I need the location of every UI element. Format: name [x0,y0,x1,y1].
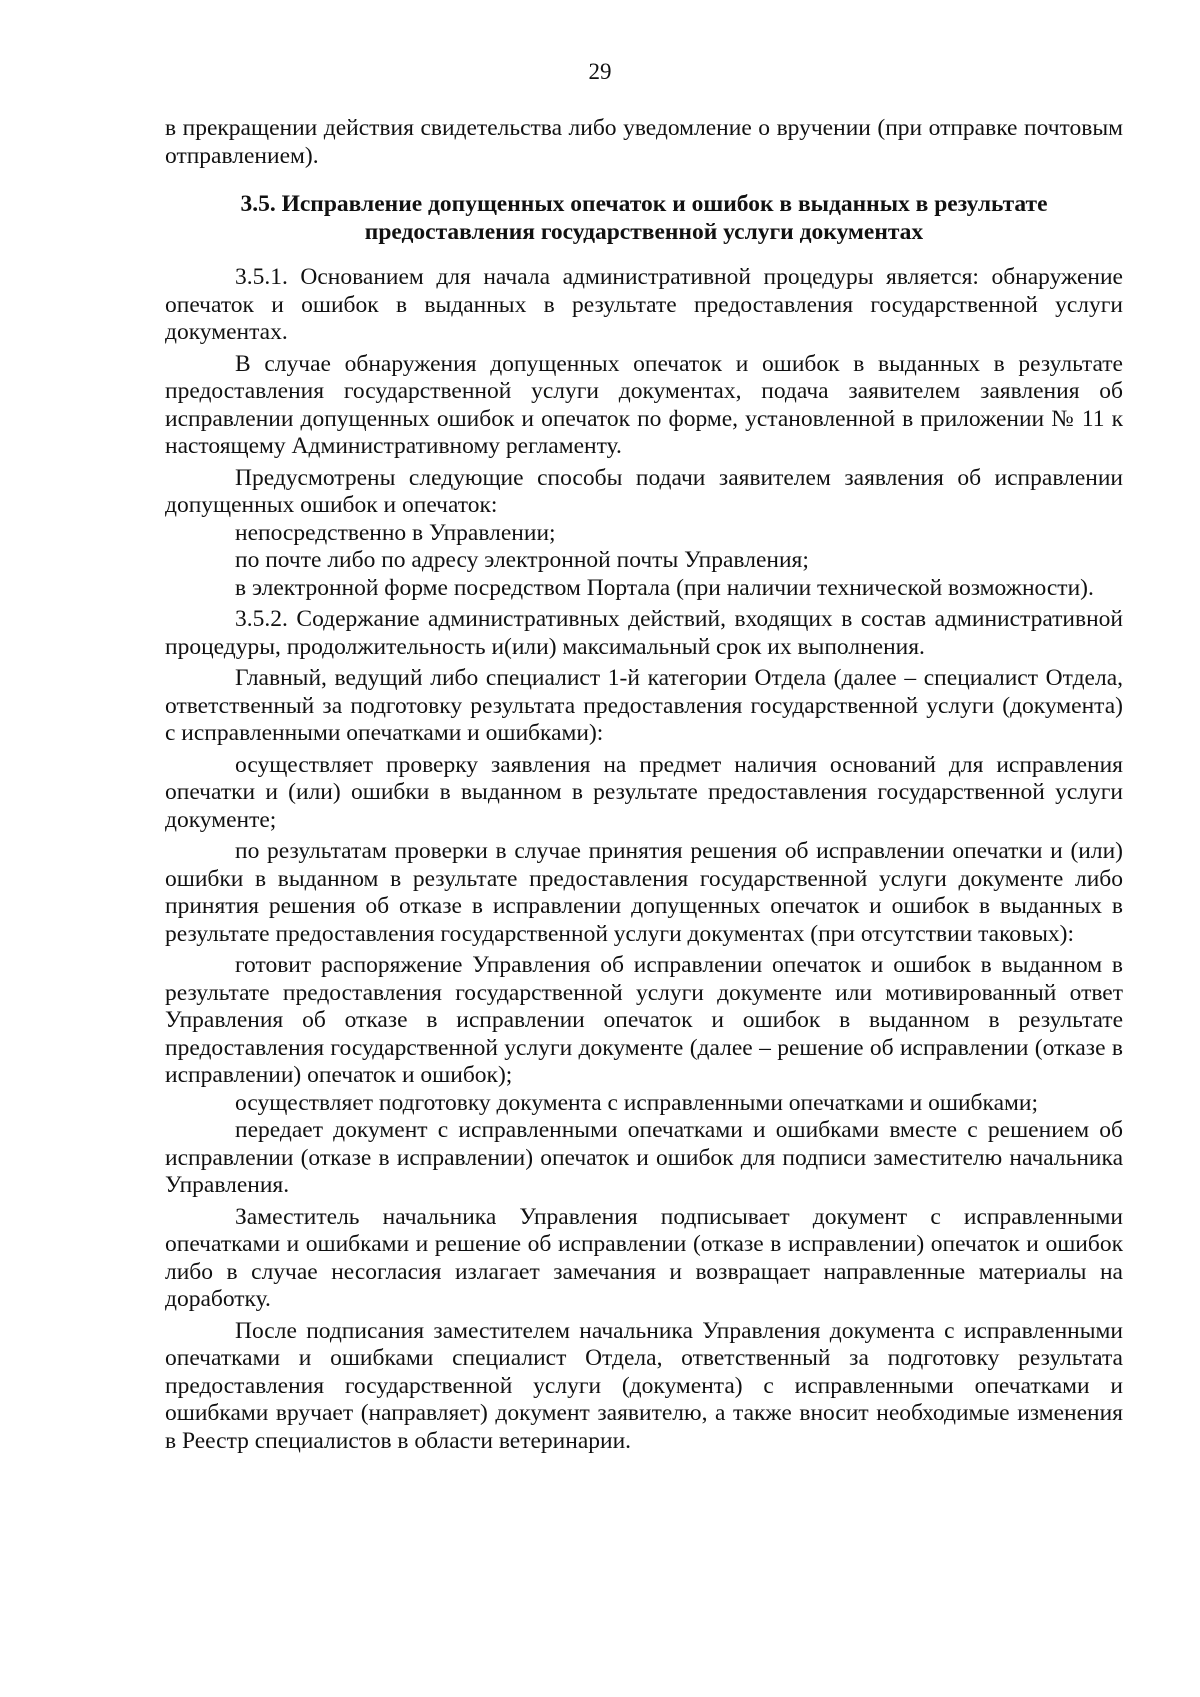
section-heading: 3.5. Исправление допущенных опечаток и ошибок в выданных в результате предоставления государственной услуги документах [240,191,1048,245]
paragraph-responsible-specialist: Главный, ведущий либо специалист 1-й категории Отдела (далее – специалист Отдела, ответственный за подготовку результата предоставления государственной услуги (документа) с исправленными опечатками и ошибками): [165,665,1123,746]
list-item-by-mail: по почте либо по адресу электронной почты Управления; [235,547,809,573]
paragraph-transfer: передает документ с исправленными опечатками и ошибками вместе с решением об исправлении (отказе в исправлении) опечаток и ошибок для подписи заместителю начальника Управления. [165,1117,1123,1198]
paragraph-submission-methods: Предусмотрены следующие способы подачи заявителем заявления об исправлении допущенных ошибок и опечаток: [165,464,1123,518]
document-body [165,115,1123,1455]
list-item-electronic: в электронной форме посредством Портала (при наличии технической возможности). [235,574,1094,601]
intro-paragraph: в прекращении действия свидетельства либо уведомление о вручении (при отправке почтовым отправлением). [165,115,1123,169]
paragraph-order-preparation: готовит распоряжение Управления об исправлении опечаток и ошибок в выданном в результате предоставления государственной услуги документе или мотивированный ответ Управления об отказе в исправлении опечаток и ошибок в выданном в результате предоставления государственной услуги документе (далее – решение об исправлении (отказе в исправлении) опечаток и ошибок); [165,952,1123,1088]
paragraph-verification: осуществляет проверку заявления на предмет наличия оснований для исправления опечатки и (или) ошибки в выданном в результате предоставления государственной услуги документе; [165,751,1123,833]
paragraph-deputy-signature: Заместитель начальника Управления подписывает документ с исправленными опечатками и ошибками и решение об исправлении (отказе в исправлении) опечаток и ошибок либо в случае несогласия излагает замечания и возвращает направленные материалы на доработку. [165,1203,1123,1312]
paragraph-decision: по результатам проверки в случае принятия решения об исправлении опечатки и (или) ошибки в выданном в результате предоставления государственной услуги документе либо принятия решения об отказе в исправлении допущенных опечаток и ошибок в выданных в результате предоставления государственной услуги документах (при отсутствии таковых): [165,838,1123,947]
paragraph-3-5-2: 3.5.2. Содержание административных действий, входящих в состав административной процедуры, продолжительность и(или) максимальный срок их выполнения. [165,606,1123,660]
paragraph-detection-case: В случае обнаружения допущенных опечаток и ошибок в выданных в результате предоставления государственной услуги документах, подача заявителем заявления об исправлении допущенных ошибок и опечаток по форме, установленной в приложении № 11 к настоящему Административному регламенту. [165,350,1123,459]
paragraph-delivery: После подписания заместителем начальника Управления документа с исправленными опечатками и ошибками специалист Отдела, ответственный за подготовку результата предоставления государственной услуги (документа) с исправленными опечатками и ошибками вручает (направляет) документ заявителю, а также вносит необходимые изменения в Реестр специалистов в области ветеринарии. [165,1317,1123,1454]
page-number: 29 [588,59,612,84]
paragraph-document-preparation: осуществляет подготовку документа с исправленными опечатками и ошибками; [235,1089,1038,1116]
paragraph-3-5-1: 3.5.1. Основанием для начала административной процедуры является: обнаружение опечаток и ошибок в выданных в результате предоставления государственной услуги документах. [165,264,1123,345]
list-item-in-office: непосредственно в Управлении; [235,519,556,546]
